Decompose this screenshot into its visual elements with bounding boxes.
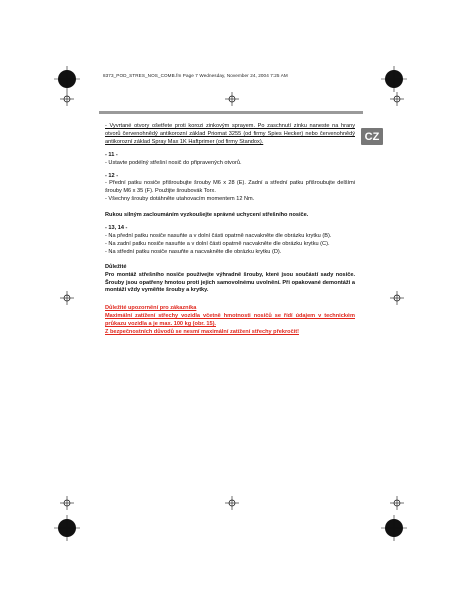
crop-mark-icon bbox=[60, 291, 74, 305]
important-heading: Důležité bbox=[105, 263, 127, 270]
customer-notice-line: Maximální zatížení střechy vozidla včetně hmotnosti nosičů se řídí údajem v technickém průkazu vozidla a je max. 100 kg (obr. 15). bbox=[105, 313, 355, 328]
crop-mark-icon bbox=[60, 92, 74, 106]
crop-mark-icon bbox=[60, 496, 74, 510]
language-tab: CZ bbox=[361, 128, 383, 145]
registration-mark-icon bbox=[381, 66, 407, 92]
crop-mark-icon bbox=[390, 496, 404, 510]
step-item: - Ustavte podélný střešní nosič do připravených otvorů. bbox=[105, 159, 242, 166]
step-number: - 13, 14 - bbox=[105, 225, 128, 232]
intro-paragraph: - Vyvrtané otvory ošetřete proti korozi zinkovým sprayem. Po zaschnutí zinku naneste na hrany otvorů červenohnědý antikorozní základ Priomat 3255 (od firmy Spies Hecker) nebo červenohnědý antikorozní základ Spray Max 1K Haftprimer (od firmy Standox). bbox=[105, 123, 355, 145]
customer-notice-heading: Důležité upozornění pro zákazníka bbox=[105, 305, 197, 312]
step-number: - 12 - bbox=[105, 172, 119, 179]
crop-mark-icon bbox=[390, 92, 404, 106]
important-text: Pro montáž střešního nosiče používejte výhradně šrouby, které jsou součástí sady nosiče. Šrouby jsou opatřeny hmotou proti jejich samovolnému uvolnění. Při opakované demontáži a montáži vždy vyměňte šrouby a krytky. bbox=[105, 271, 355, 294]
step-item: - Přední patku nosiče přišroubujte šrouby M6 x 28 (E). Zadní a střední patku přišroubujte delšími šrouby M6 x 35 (F). Použijte šroubovák Torx. bbox=[105, 180, 355, 195]
crop-mark-icon bbox=[225, 496, 239, 510]
registration-mark-icon bbox=[54, 515, 80, 541]
step-number: - 11 - bbox=[105, 151, 118, 158]
customer-notice-line: Z bezpečnostních důvodů se nesmí maximální zatížení střechy překročit! bbox=[105, 329, 299, 336]
step-item: - Na přední patku nosiče nasuňte a v dolní části opatrně nacvakněte dle obrázku krytku (B). bbox=[105, 232, 332, 239]
crop-mark-icon bbox=[390, 291, 404, 305]
step-item: - Na zadní patku nosiče nasuňte a v dolní části opatrně nacvakněte dle obrázku krytku (C). bbox=[105, 240, 330, 247]
step-item: - Na střední patku nosiče nasuňte a nacvakněte dle obrázku krytku (D). bbox=[105, 248, 282, 255]
check-instruction: Rukou silným zacloumáním vyzkoušejte správné uchycení střešního nosiče. bbox=[105, 212, 309, 219]
step-item: - Všechny šrouby dotáhněte utahovacím momentem 12 Nm. bbox=[105, 196, 255, 203]
crop-mark-icon bbox=[225, 92, 239, 106]
registration-mark-icon bbox=[54, 66, 80, 92]
registration-mark-icon bbox=[381, 515, 407, 541]
header-rule bbox=[99, 111, 363, 114]
print-header: 8373_POD_STRES_NOS_COMB.fm Page 7 Wednesday, November 24, 2004 7:25 AM bbox=[103, 73, 288, 78]
page-content bbox=[105, 123, 355, 337]
